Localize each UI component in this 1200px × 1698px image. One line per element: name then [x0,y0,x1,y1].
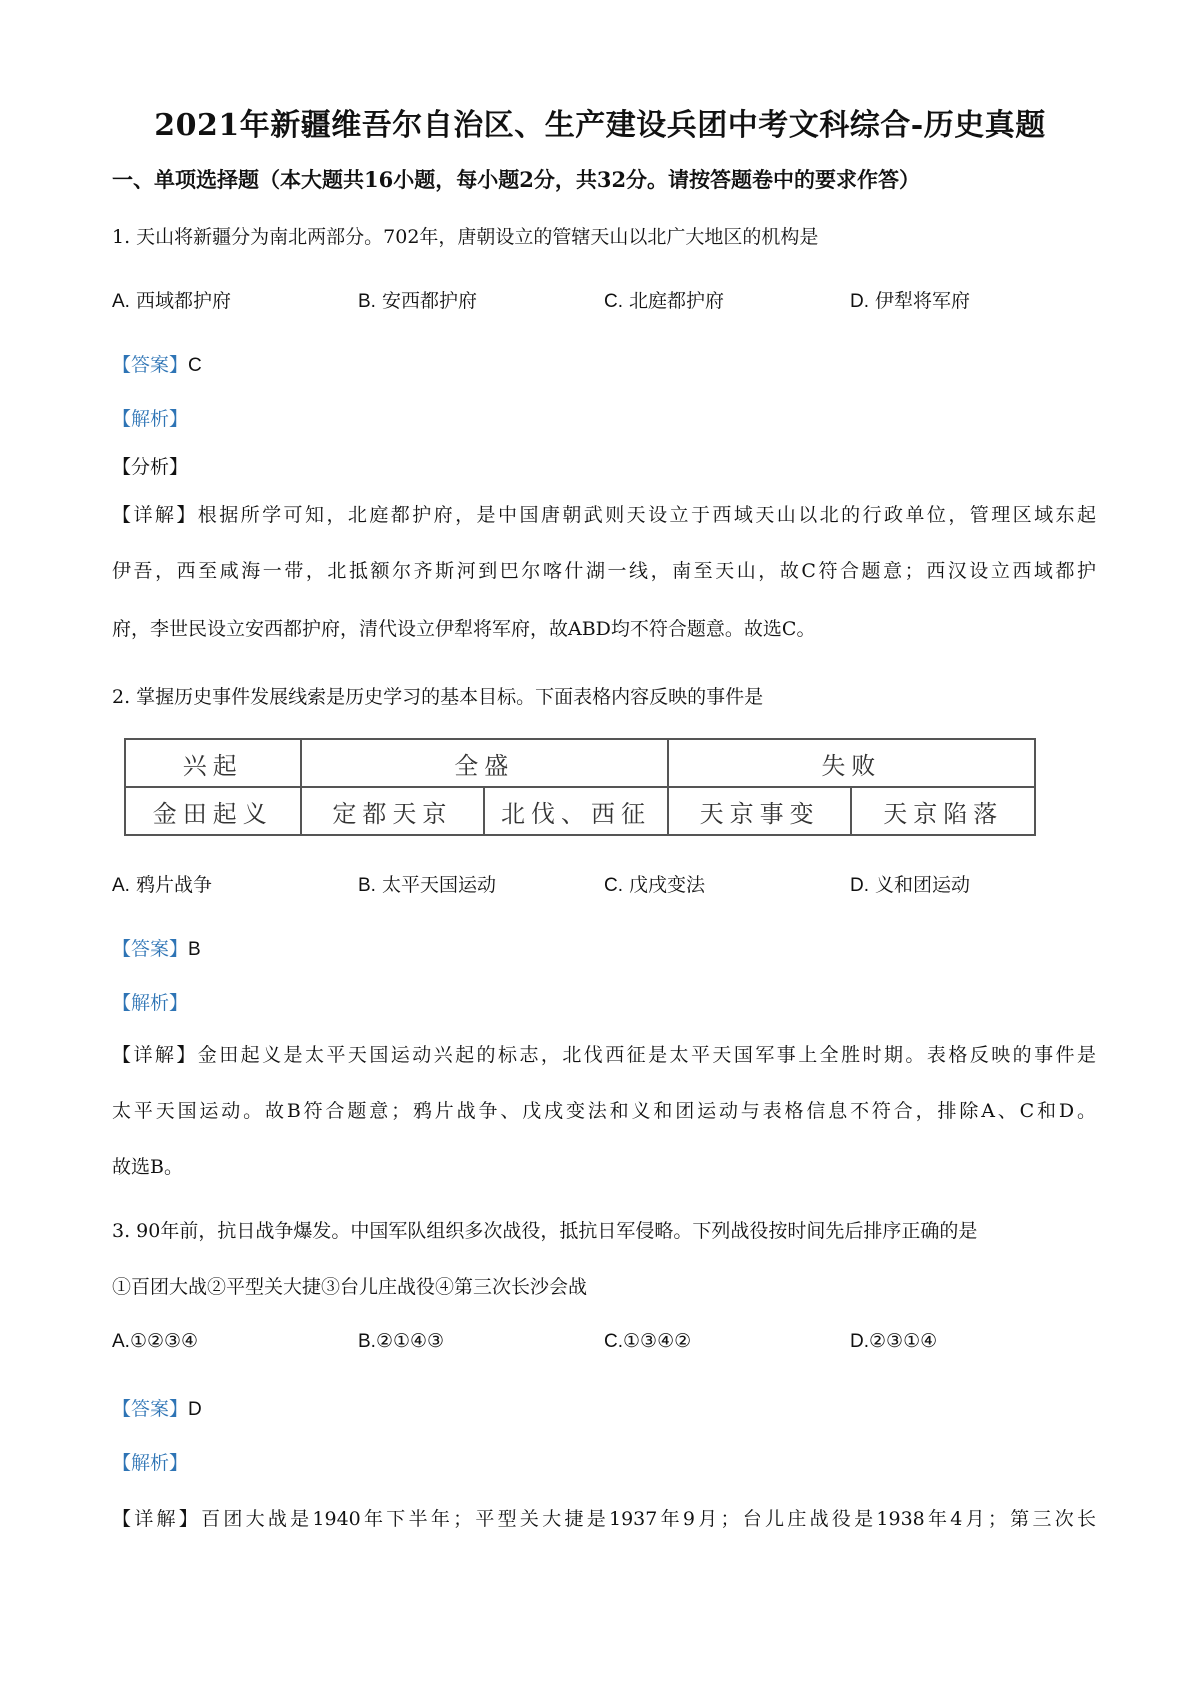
q2-option-a-letter: A. [112,875,130,896]
q3-analysis-tag: 【解析】 [112,1452,189,1474]
q2-option-c [604,870,705,897]
q2-answer-tag: 【答案】 [112,938,189,960]
q1-option-b-text: 安西都护府 [382,290,478,312]
q3-detail-tag: 【详解】 [112,1508,202,1530]
q3-option-c [604,1330,691,1353]
q2-detail-line-1 [112,1040,1096,1067]
q3-detail-text-1: 百团大战是1940年下半年；平型关大捷是1937年9月；台儿庄战役是1938年4月；第三次长 [201,1508,1096,1530]
q2-detail-text-1: 金田起义是太平天国运动兴起的标志，北伐西征是太平天国军事上全胜时期。表格反映的事件是 [197,1044,1096,1066]
q3-answer-tag: 【答案】 [112,1398,189,1420]
taiping-table [124,738,1036,836]
table-header-row [125,739,1035,787]
q1-option-c [604,286,724,313]
q3-option-d [850,1330,937,1353]
q3-detail-line-1 [112,1504,1096,1531]
q3-option-d-text: ②③①④ [869,1330,938,1352]
q2-option-d [850,870,970,897]
q2-option-c-text: 戊戌变法 [629,874,706,896]
q2-option-a [112,870,212,897]
q2-detail-line-2: 太平天国运动。故B符合题意；鸦片战争、戊戌变法和义和团运动与表格信息不符合，排除A、C和D。 [112,1100,1096,1122]
q2-option-b-text: 太平天国运动 [382,874,497,896]
table-row [125,787,1035,835]
q1-option-d-text: 伊犁将军府 [875,290,971,312]
q3-items: ①百团大战②平型关大捷③台儿庄战役④第三次长沙会战 [112,1276,588,1298]
q1-stem: 1. 天山将新疆分为南北两部分。702年，唐朝设立的管辖天山以北广大地区的机构是 [112,226,819,248]
q2-detail-tag: 【详解】 [112,1044,198,1066]
q1-answer-tag: 【答案】 [112,354,189,376]
q1-option-b [358,286,477,313]
table-header-cell: 兴起 [125,739,301,787]
q2-option-b [358,870,496,897]
q1-detail-line-2: 伊吾，西至咸海一带，北抵额尔齐斯河到巴尔喀什湖一线，南至天山，故C符合题意；西汉设立西域都护 [112,560,1096,582]
q3-option-a-letter: A. [112,1331,130,1352]
q2-answer [112,934,201,961]
q3-option-b-text: ②①④③ [375,1330,445,1352]
q1-detail-text-1: 根据所学可知，北庭都护府，是中国唐朝武则天设立于西域天山以北的行政单位，管理区域东起 [197,504,1096,526]
table-cell: 金田起义 [125,787,301,835]
q1-option-a [112,286,231,313]
q2-detail-line-3: 故选B。 [112,1156,183,1178]
q2-option-d-letter: D. [850,875,869,896]
q1-answer-value: C [188,355,202,376]
page-title: 2021年新疆维吾尔自治区、生产建设兵团中考文科综合-历史真题 [154,108,1046,143]
q2-option-a-text: 鸦片战争 [136,874,213,896]
q1-option-b-letter: B. [358,291,376,312]
q1-detail-line-3: 府，李世民设立安西都护府，清代设立伊犁将军府，故ABD均不符合题意。故选C。 [112,618,816,640]
q3-option-b [358,1330,444,1353]
q3-stem: 3. 90年前，抗日战争爆发。中国军队组织多次战役，抵抗日军侵略。下列战役按时间先后排序正确的是 [112,1220,978,1242]
q3-answer-value: D [188,1399,202,1420]
q3-option-a-text: ①②③④ [129,1330,199,1352]
q2-option-c-letter: C. [604,875,623,896]
q3-option-a [112,1330,198,1353]
table-cell: 天京陷落 [851,787,1035,835]
q2-answer-value: B [188,939,201,960]
q3-option-b-letter: B. [358,1331,376,1352]
section-heading: 一、单项选择题（本大题共16小题，每小题2分，共32分。请按答题卷中的要求作答） [112,167,921,192]
table-cell: 定都天京 [301,787,485,835]
table-cell: 天京事变 [668,787,852,835]
q1-option-c-letter: C. [604,291,623,312]
q3-option-d-letter: D. [850,1331,869,1352]
table-cell: 北伐、西征 [484,787,668,835]
q3-answer [112,1394,202,1421]
q1-fenxi-tag: 【分析】 [112,456,189,478]
q1-detail-tag: 【详解】 [112,504,198,526]
q3-option-c-letter: C. [604,1331,623,1352]
q3-option-c-text: ①③④② [623,1330,692,1352]
q1-option-c-text: 北庭都护府 [629,290,725,312]
q2-option-d-text: 义和团运动 [875,874,971,896]
q1-answer [112,350,202,377]
q1-option-a-letter: A. [112,291,130,312]
q2-analysis-tag: 【解析】 [112,992,189,1014]
q1-analysis-tag: 【解析】 [112,408,189,430]
q1-detail-line-1 [112,500,1096,527]
table-header-cell: 全盛 [301,739,668,787]
q2-stem: 2. 掌握历史事件发展线索是历史学习的基本目标。下面表格内容反映的事件是 [112,686,764,708]
q1-option-d [850,286,970,313]
table-header-cell: 失败 [668,739,1035,787]
q1-option-d-letter: D. [850,291,869,312]
q1-option-a-text: 西域都护府 [136,290,232,312]
q2-option-b-letter: B. [358,875,376,896]
